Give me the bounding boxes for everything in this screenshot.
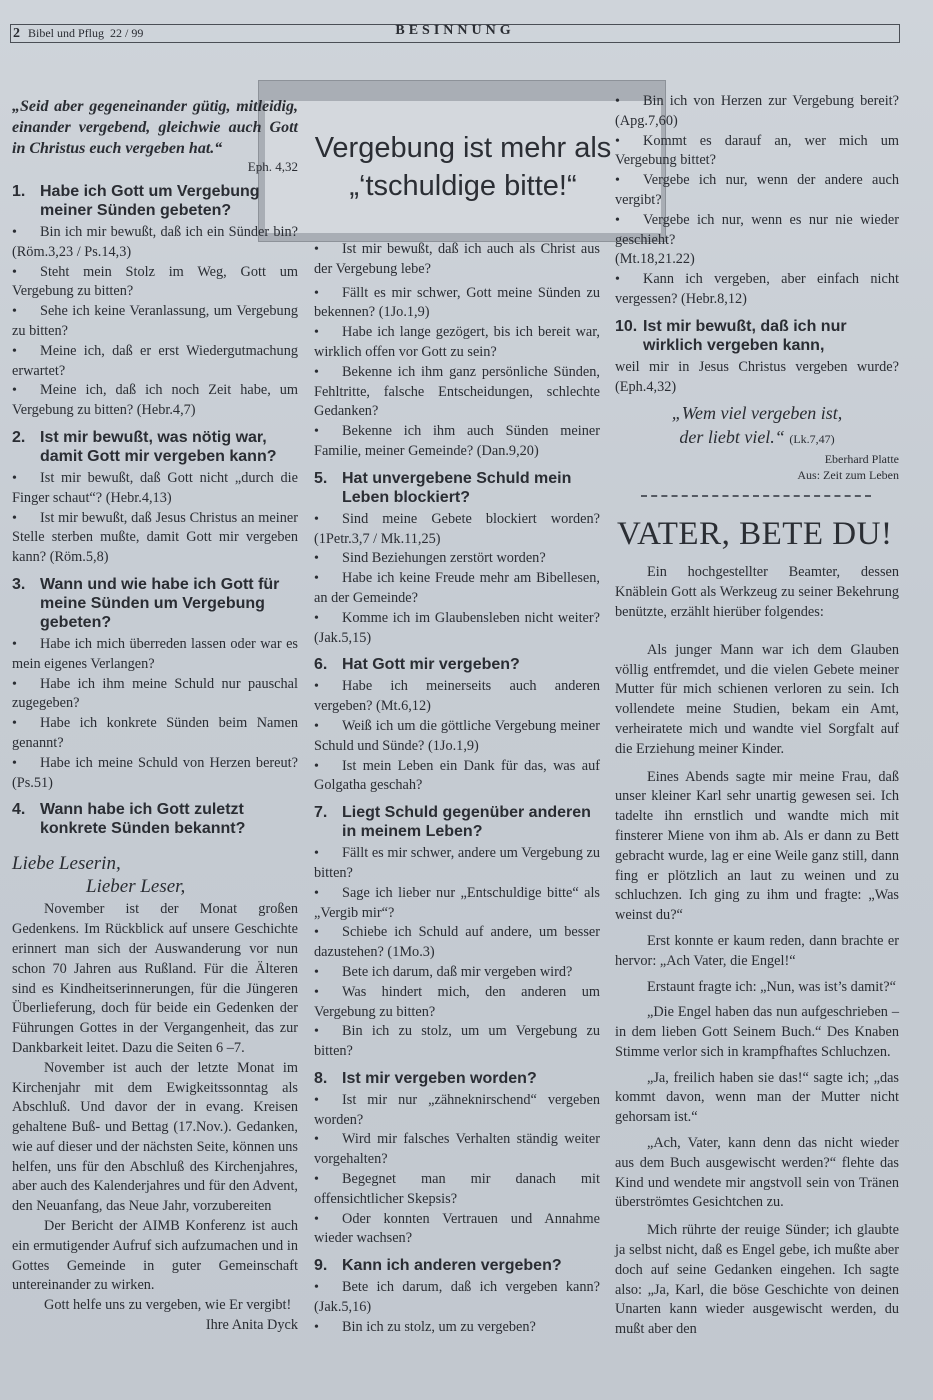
story-paragraph: „Ja, freilich haben sie das!“ sagte ich; „das kommt davon, wenn man der Mutter nicht gehorsam ist.“ (615, 1069, 899, 1126)
list-item: • Was hindert mich, den anderen um Vergebung zu bitten? (314, 983, 600, 1023)
motto-reference: Eph. 4,32 (247, 159, 298, 174)
list-item: • Bekenne ich ihm ganz persönliche Sünden, Fehltritte, falsche Entscheidungen, schlechte Gedanken? (314, 363, 600, 422)
list-item: • Steht mein Stolz im Weg, Gott um Vergebung zu bitten? (12, 263, 298, 303)
list-item: • Komme ich im Glaubensleben nicht weiter? (Jak.5,15) (314, 609, 600, 649)
letter-paragraph: Gott helfe uns zu vergeben, wie Er vergibt! (44, 1297, 292, 1314)
letter-greeting-1: Liebe Leserin, (12, 853, 121, 875)
article-title-line1: Vergebung ist mehr als (314, 132, 612, 164)
list-item: • Begegnet man mir danach mit offensichtlicher Skepsis? (314, 1170, 600, 1210)
question-7: 7. Liegt Schuld gegenüber anderen in meinem Leben? (314, 804, 591, 841)
article-source: Aus: Zeit zum Leben (797, 468, 899, 483)
list-item: • Schiebe ich Schuld auf andere, um besser dazustehen? (1Mo.3) (314, 923, 600, 963)
question-4: 4. Wann habe ich Gott zuletzt konkrete Sünden bekannt? (12, 801, 246, 838)
column-middle (314, 240, 600, 1338)
story-title: VATER, BETE DU! (617, 516, 893, 553)
list-item: • Ist mir nur „zähneknirschend“ vergeben worden? (314, 1091, 600, 1131)
question-5: 5. Hat unvergebene Schuld mein Leben blockiert? (314, 469, 572, 506)
list-item: • Sage ich lieber nur „Entschuldige bitte“ als „Vergib mir“? (314, 884, 600, 924)
story-paragraph: „Die Engel haben das nun aufgeschrieben – in dem lieben Gott Seinem Buch.“ Des Knaben Stimme verlor sich in krampfhaftes Schluchzen. (615, 1004, 899, 1060)
list-item: • Bekenne ich ihm auch Sünden meiner Familie, meiner Gemeinde? (Dan.9,20) (314, 422, 600, 462)
list-item: • Sind Beziehungen zerstört worden? (314, 549, 600, 569)
list-item: • Habe ich meinerseits auch anderen vergeben? (Mt.6,12) (314, 677, 600, 717)
letter-paragraph: November ist der Monat großen Gedenkens. Im Rückblick auf unsere Geschichte erinnert man sich der Auswanderung vor nun schon 70 Jahren aus Rußland. Für die Älteren sind es Kindheitserinnerungen, für die Jüngeren Überlieferung, doch für beide ein Gedenken der Führungen Gottes in der Vergangenheit, das zur Dankbarkeit leitet. Dazu die Seiten 6 –7. (12, 901, 298, 1056)
letter-paragraph: November ist auch der letzte Monat im Kirchenjahr mit dem Ewigkeitssonntag als Abschluß. Und davor der in evang. Kreisen gehaltene Buß- und Bettag (17.Nov.). Gedanken, wie auf dieser und der nächsten Seite, können uns helfen, uns für den Abschluß des Kirchenjahres, aber auch des Kalenderjahres und für den Advent, den Neuanfang, das Neue Jahr, vorzubereiten (12, 1059, 298, 1215)
list-item: • Kommt es darauf an, wer mich um Vergebung bittet? (615, 132, 899, 172)
page-number: 2 (13, 25, 20, 41)
list-item: • Bin ich zu stolz, um zu vergeben? (314, 1318, 600, 1338)
article-title-line2: „‘tschuldige bitte!“ (349, 170, 577, 202)
motto-verse: „Seid aber gegeneinander gütig, mitleidig, einander vergebend, gleichwie auch Gott in Christus euch vergeben hat.“ (12, 98, 298, 157)
list-item: • Meine ich, daß ich noch Zeit habe, um Vergebung zu bitten? (Hebr.4,7) (12, 381, 298, 421)
story-paragraph: Eines Abends sagte mir meine Frau, daß unser kleiner Karl sehr unartig gewesen sei. Ich tadelte ihn ernstlich und wandte mich mit finsterer Miene von ihm ab. Als er dann zu Bett gebracht wurde, lag er eine Weile ganz still, dann fing er plötzlich an laut zu weinen und zu schluchzen. Ich ging zu ihm und fragte: „Was weinst du?“ (615, 768, 899, 924)
list-item: • Sehe ich keine Veranlassung, um Vergebung zu bitten? (12, 302, 298, 342)
question-9: 9. Kann ich anderen vergeben? (314, 1257, 562, 1275)
list-item: • Bin ich von Herzen zur Vergebung bereit? (Apg.7,60) (615, 92, 899, 132)
question-1: 1. Habe ich Gott um Vergebung meiner Sünden gebeten? (12, 183, 260, 219)
list-item: • Bete ich darum, daß ich vergeben kann? (Jak.5,16) (314, 1278, 600, 1318)
question-6: 6. Hat Gott mir vergeben? (314, 656, 520, 674)
list-item: • Fällt es mir schwer, andere um Vergebung zu bitten? (314, 844, 600, 884)
column-right (615, 92, 899, 1340)
question-10-continuation: weil mir in Jesus Christus vergeben wurde? (Eph.4,32) (615, 358, 899, 395)
question-2: 2. Ist mir bewußt, was nötig war, damit Gott mir vergeben kann? (12, 428, 277, 465)
closing-quote: „Wem viel vergeben ist, der liebt viel.“ (Lk.7,47) (671, 403, 843, 448)
list-item: • Habe ich konkrete Sünden beim Namen genannt? (12, 714, 298, 754)
list-item: • Bin ich zu stolz, um um Vergebung zu bitten? (314, 1022, 600, 1062)
list-item: • Bete ich darum, daß mir vergeben wird? (314, 963, 600, 983)
list-item: • Habe ich mich überreden lassen oder war es mein eigenes Verlangen? (12, 635, 298, 675)
question-10: 10. Ist mir bewußt, daß ich nur wirklich vergeben kann, (615, 317, 847, 354)
list-item: • Habe ich meine Schuld von Herzen bereut? (Ps.51) (12, 754, 298, 794)
page-header (10, 24, 900, 43)
letter-signature: Ihre Anita Dyck (205, 1317, 298, 1334)
story-paragraph: Erstaunt fragte ich: „Nun, was ist’s damit?“ (647, 978, 896, 995)
list-item: • Weiß ich um die göttliche Vergebung meiner Schuld und Sünde? (1Jo.1,9) (314, 717, 600, 757)
story-paragraph: Als junger Mann war ich dem Glauben völlig entfremdet, und die vielen Gebete meiner Mutter für mich schienen verloren zu sein. Ich vollendete meine Studien, bekam ein Amt, verheiratete mich und wandte viel Sorgfalt auf die Erziehung meiner Kinder. (615, 641, 899, 757)
story-intro: Ein hochgestellter Beamter, dessen Knäblein Gott als Werkzeug zu seiner Bekehrung benützte, erzählt hierüber folgendes: (615, 564, 899, 620)
story-paragraph: „Ach, Vater, kann denn das nicht wieder aus dem Buch ausgewischt werden?“ flehte das Kind und wendete mir angstvoll sein von Tränen überströmtes Gesichtchen zu. (615, 1135, 899, 1211)
closing-quote-reference: (Lk.7,47) (789, 432, 835, 447)
list-item: • Vergebe ich nur, wenn es nur nie wieder geschieht? (615, 211, 899, 251)
list-item: • Wird mir falsches Verhalten ständig weiter vorgehalten? (314, 1130, 600, 1170)
list-item: • Ist mir bewußt, daß Jesus Christus an meiner Stelle sterben mußte, damit Gott mir vergeben kann? (Röm.5,8) (12, 509, 298, 568)
story-paragraph: Mich rührte der reuige Sünder; ich glaubte ja selbst nicht, daß es Engel gebe, ich mußte aber doch auf seine Gedanken eingehen. Ich sagte also: „Ja, Karl, die böse Geschichte von deinen Unarten kann wieder ausgewischt werden, du mußt aber den (615, 1222, 899, 1338)
list-item: • Oder konnten Vertrauen und Annahme wieder wachsen? (314, 1210, 600, 1250)
list-item: • Sind meine Gebete blockiert worden? (1Petr.3,7 / Mk.11,25) (314, 510, 600, 550)
list-item: • Meine ich, daß er erst Wiedergutmachung erwartet? (12, 342, 298, 382)
issue-number: 22 / 99 (110, 26, 144, 40)
section-title: BESINNUNG (395, 23, 515, 38)
list-item: • Vergebe ich nur, wenn der andere auch vergibt? (615, 171, 899, 211)
list-item: • Ist mir bewußt, daß Gott nicht „durch die Finger schaut“? (Hebr.4,13) (12, 469, 298, 509)
column-left (12, 96, 298, 1336)
list-item: • Bin ich mir bewußt, daß ich ein Sünder bin? (Röm.3,23 / Ps.14,3) (12, 223, 298, 263)
article-author: Eberhard Platte (824, 452, 899, 467)
list-item: • Habe ich keine Freude mehr am Bibellesen, an der Gemeinde? (314, 569, 600, 609)
letter-paragraph: Der Bericht der AIMB Konferenz ist auch ein ermutigender Aufruf sich aufzumachen und in Gottes Gemeinde in guter Gemeinschaft untereinander zu wirken. (12, 1218, 298, 1294)
list-item: • Kann ich vergeben, aber einfach nicht vergessen? (Hebr.8,12) (615, 270, 899, 310)
question-3: 3. Wann und wie habe ich Gott für meine Sünden um Vergebung gebeten? (12, 575, 280, 631)
article-title-box (258, 80, 666, 242)
list-item: • Habe ich lange gezögert, bis ich bereit war, wirklich offen vor Gott zu sein? (314, 323, 600, 363)
story-paragraph: Erst konnte er kaum reden, dann brachte er hervor: „Ach Vater, die Engel!“ (615, 932, 899, 969)
list-item: • Fällt es mir schwer, Gott meine Sünden zu bekennen? (1Jo.1,9) (314, 284, 600, 324)
list-item: • Ist mir bewußt, daß ich auch als Christ aus der Vergebung lebe? (314, 240, 600, 280)
list-item: • Ist mein Leben ein Dank für das, was auf Golgatha geschah? (314, 757, 600, 797)
section-divider (641, 495, 871, 497)
letter-greeting-2: Lieber Leser, (86, 876, 186, 898)
question-8: 8. Ist mir vergeben worden? (314, 1069, 537, 1087)
scripture-reference: (Mt.18,21.22) (615, 251, 695, 268)
publication-name: Bibel und Pflug (28, 26, 105, 40)
list-item: • Habe ich ihm meine Schuld nur pauschal zugegeben? (12, 675, 298, 715)
